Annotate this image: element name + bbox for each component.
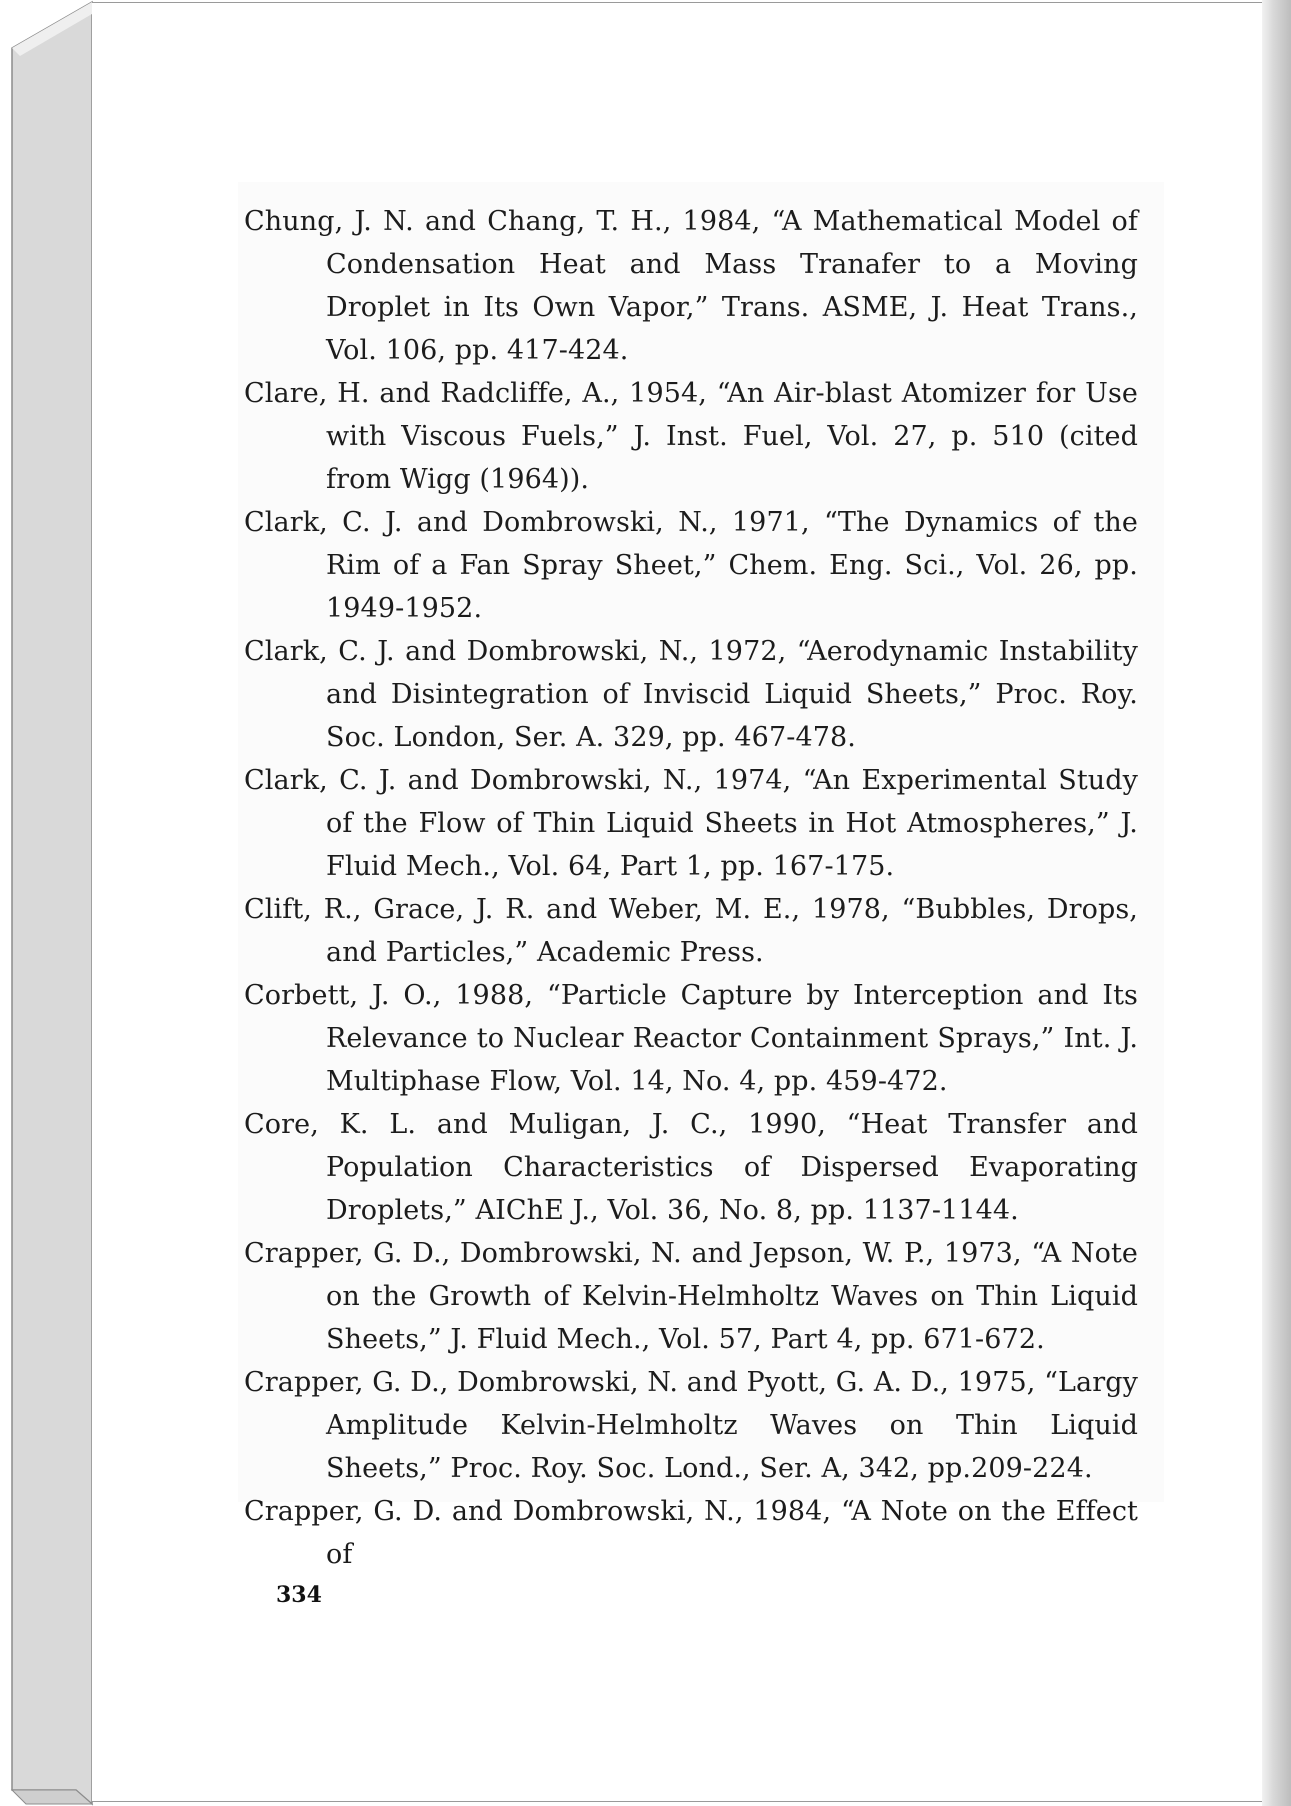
reference-entry: Clare, H. and Radcliffe, A., 1954, “An Air-blast Atomizer for Use with Viscous Fuels,” J. Inst. Fuel, Vol. 27, p. 510 (cited from Wigg (1964)). (244, 378, 1138, 495)
reference-entry: Chung, J. N. and Chang, T. H., 1984, “A Mathematical Model of Condensation Heat and Mass Tranafer to a Moving Droplet in Its Own Vapor,” Trans. ASME, J. Heat Trans., Vol. 106, pp. 417-424. (244, 206, 1138, 366)
reference-entry: Crapper, G. D. and Dombrowski, N., 1984, “A Note on the Effect of (244, 1496, 1138, 1570)
reference-entry: Clark, C. J. and Dombrowski, N., 1974, “An Experimental Study of the Flow of Thin Liquid Sheets in Hot Atmospheres,” J. Fluid Mech., Vol. 64, Part 1, pp. 167-175. (244, 765, 1138, 882)
reference-entry: Corbett, J. O., 1988, “Particle Capture by Interception and Its Relevance to Nuclear Reactor Containment Sprays,” Int. J. Multiphase Flow, Vol. 14, No. 4, pp. 459-472. (244, 980, 1138, 1097)
reference-entry: Clark, C. J. and Dombrowski, N., 1972, “Aerodynamic Instability and Disintegration of Inviscid Liquid Sheets,” Proc. Roy. Soc. London, Ser. A. 329, pp. 467-478. (244, 636, 1138, 753)
reference-list (244, 200, 1138, 1576)
reference-entry: Crapper, G. D., Dombrowski, N. and Pyott, G. A. D., 1975, “Largy Amplitude Kelvin-Helmholtz Waves on Thin Liquid Sheets,” Proc. Roy. Soc. Lond., Ser. A, 342, pp.209-224. (244, 1367, 1138, 1484)
reference-entry: Core, K. L. and Muligan, J. C., 1990, “Heat Transfer and Population Characteristics of Dispersed Evaporating Droplets,” AIChE J., Vol. 36, No. 8, pp. 1137-1144. (244, 1109, 1138, 1226)
page-right-edge (1262, 0, 1291, 1806)
reference-entry: Crapper, G. D., Dombrowski, N. and Jepson, W. P., 1973, “A Note on the Growth of Kelvin-Helmholtz Waves on Thin Liquid Sheets,” J. Fluid Mech., Vol. 57, Part 4, pp. 671-672. (244, 1238, 1138, 1355)
page-number: 334 (276, 1582, 322, 1608)
reference-entry: Clark, C. J. and Dombrowski, N., 1971, “The Dynamics of the Rim of a Fan Spray Sheet,” Chem. Eng. Sci., Vol. 26, pp. 1949-1952. (244, 507, 1138, 624)
reference-entry: Clift, R., Grace, J. R. and Weber, M. E., 1978, “Bubbles, Drops, and Particles,” Academic Press. (244, 894, 1138, 968)
